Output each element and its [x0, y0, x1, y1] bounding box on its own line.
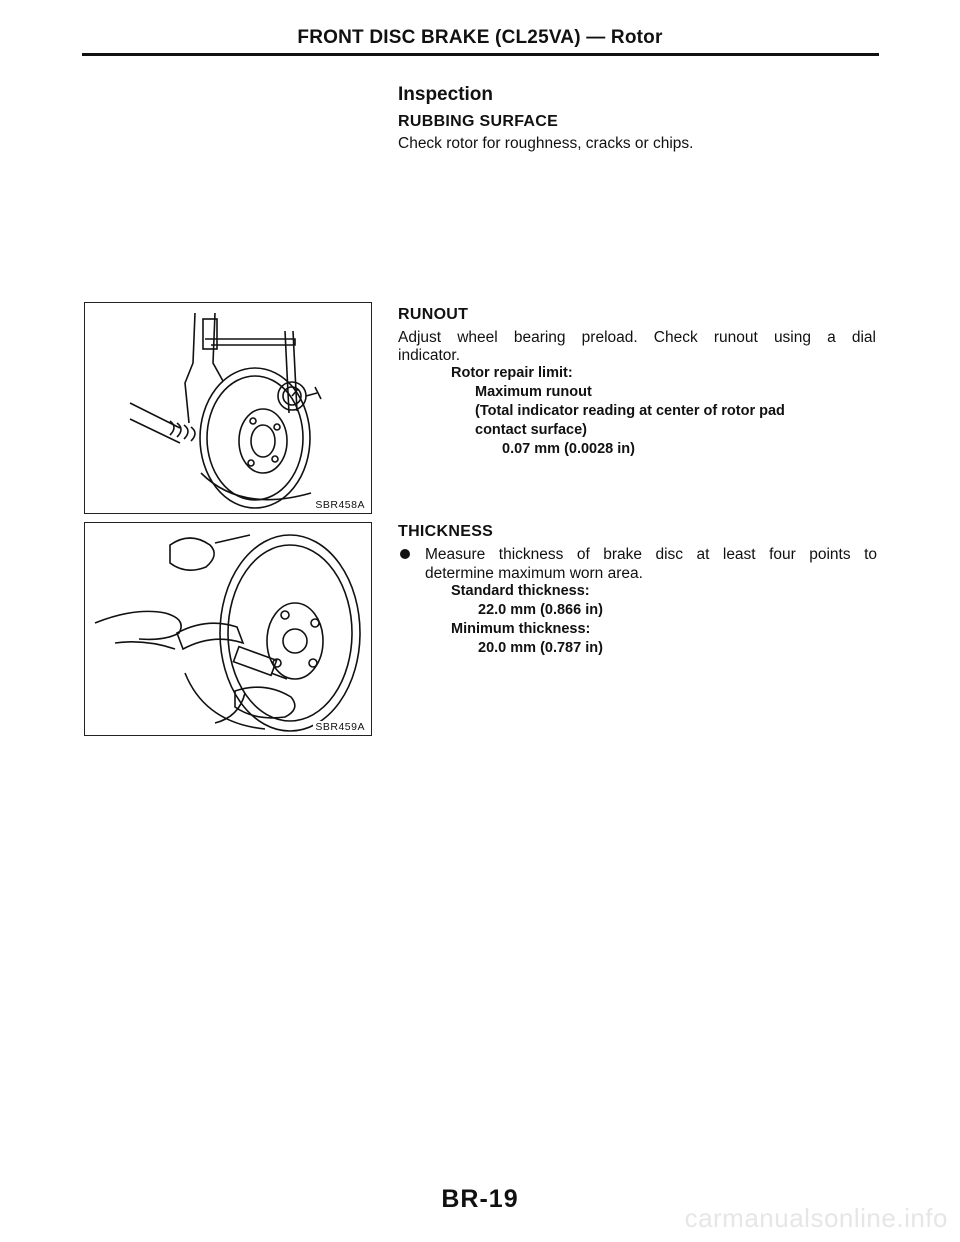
runout-text-line2: indicator. [398, 347, 461, 364]
page-number: BR-19 [441, 1185, 519, 1213]
heading-runout: RUNOUT [398, 306, 469, 323]
figure-thickness-micrometer [84, 522, 372, 736]
figure-runout-dial-indicator [84, 302, 372, 514]
micrometer-illustration [85, 523, 371, 735]
runout-spec-label: Rotor repair limit: [451, 365, 573, 381]
thickness-bullet-item [400, 545, 878, 585]
thickness-bullet-line2: determine maximum worn area. [425, 565, 643, 582]
standard-thickness-label: Standard thickness: [451, 583, 590, 599]
runout-spec-value: 0.07 mm (0.0028 in) [502, 441, 635, 457]
bullet-icon [400, 549, 410, 559]
standard-thickness-value: 22.0 mm (0.866 in) [478, 602, 603, 618]
header-divider [82, 53, 879, 56]
figure-code-runout: SBR458A [315, 499, 365, 511]
page-header-title: FRONT DISC BRAKE (CL25VA) — Rotor [297, 27, 663, 48]
heading-rubbing-surface: RUBBING SURFACE [398, 113, 559, 130]
runout-text-line1: Adjust wheel bearing preload. Check runout using a dial [398, 329, 876, 346]
minimum-thickness-label: Minimum thickness: [451, 621, 591, 637]
minimum-thickness-value: 20.0 mm (0.787 in) [478, 640, 603, 656]
watermark-text: carmanualsonline.info [684, 1203, 948, 1233]
runout-spec-note-line1: (Total indicator reading at center of rotor pad [475, 403, 785, 419]
heading-thickness: THICKNESS [398, 523, 494, 540]
figure-code-thickness: SBR459A [315, 721, 365, 733]
runout-spec-item: Maximum runout [475, 384, 592, 400]
dial-indicator-illustration [85, 303, 371, 513]
rubbing-surface-text: Check rotor for roughness, cracks or chips. [398, 135, 694, 152]
runout-spec-note-line2: contact surface) [475, 422, 588, 438]
section-title-inspection: Inspection [398, 84, 494, 105]
thickness-bullet-line1: Measure thickness of brake disc at least four points to [425, 546, 877, 563]
